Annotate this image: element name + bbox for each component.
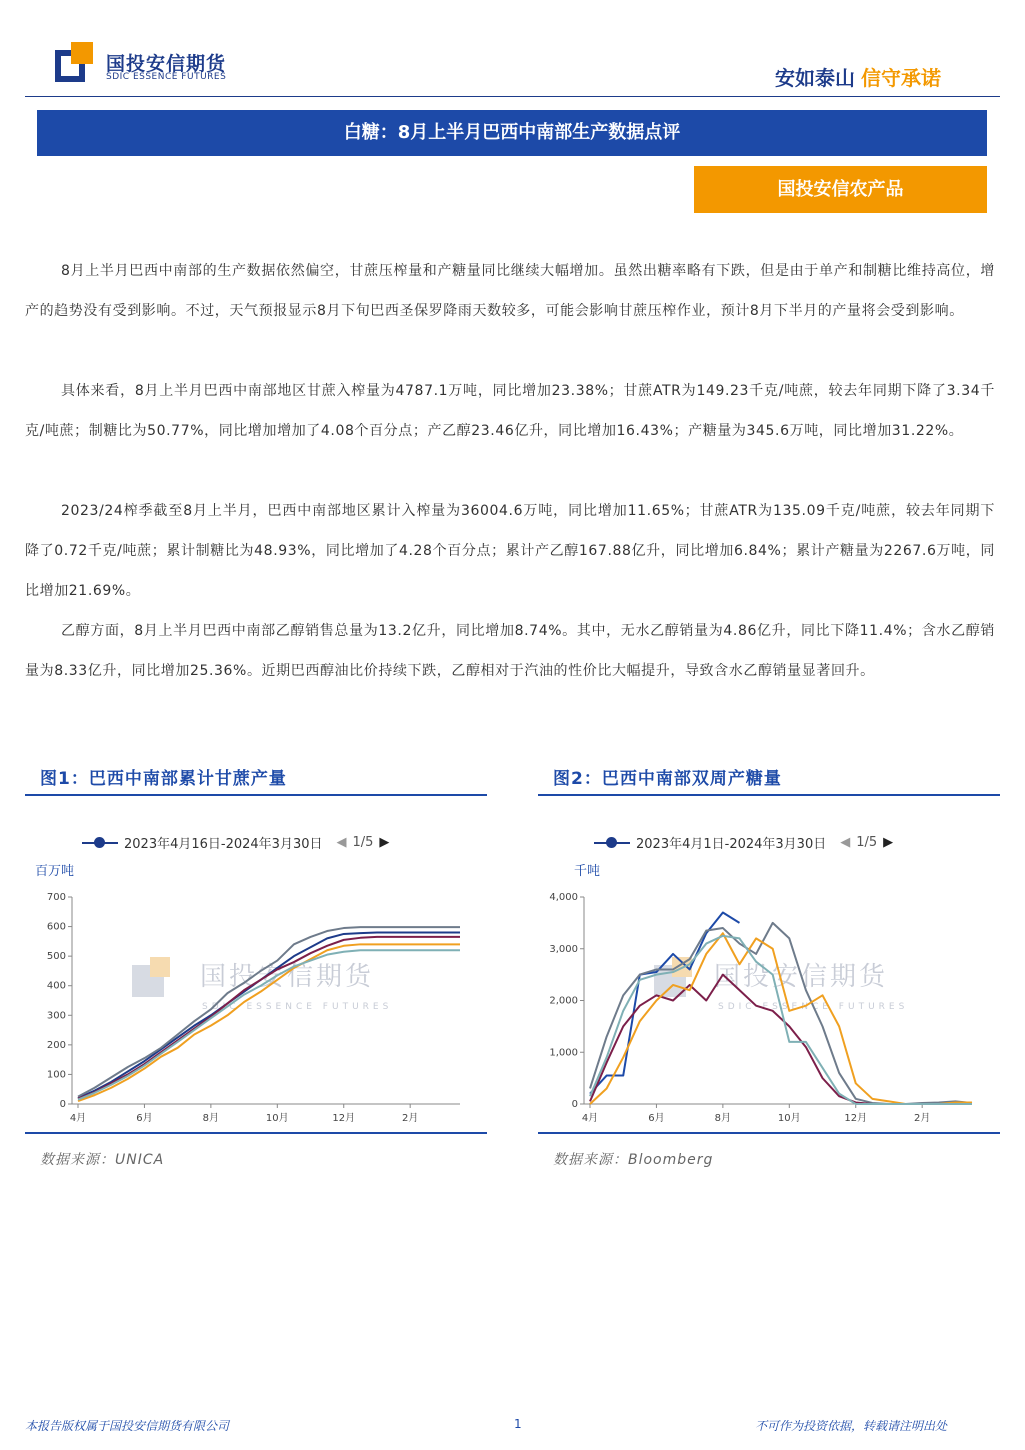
y-tick-label: 400: [46, 980, 66, 992]
figure-2-top-rule: [538, 794, 1000, 796]
legend-series-marker: [82, 842, 118, 844]
footer-page-number: 1: [514, 1417, 522, 1431]
x-tick-label: 4月: [69, 1113, 87, 1124]
figure-1-pager-text: 1/5: [352, 835, 374, 850]
y-tick-label: 0: [59, 1099, 66, 1110]
y-tick-label: 1,000: [549, 1047, 578, 1059]
x-tick-label: 12月: [844, 1113, 868, 1124]
y-tick-label: 300: [46, 1010, 66, 1022]
figure-2-title: 图2：巴西中南部双周产糖量: [553, 769, 782, 789]
category-tag: 国投安信农产品: [694, 166, 987, 213]
figure-2-watermark-cn: 国投安信期货: [714, 962, 889, 992]
y-tick-label: 700: [46, 892, 66, 903]
y-tick-label: 4,000: [549, 892, 578, 903]
y-tick-label: 500: [46, 951, 66, 963]
logo-text-cn: 国投安信期货: [106, 53, 227, 75]
figure-2-bottom-rule: [538, 1132, 1000, 1134]
x-tick-label: 8月: [202, 1113, 220, 1124]
figure-1-title: 图1：巴西中南部累计甘蔗产量: [40, 769, 287, 789]
x-tick-label: 6月: [136, 1113, 153, 1124]
figure-1-pager: [337, 835, 390, 850]
figure-1-legend: [82, 833, 389, 852]
figure-1-bottom-rule: [25, 1132, 487, 1134]
pager-prev-icon[interactable]: ◀: [840, 835, 851, 850]
slogan-part2: 信守承诺: [861, 66, 941, 90]
figure-2-pager: [840, 835, 893, 850]
x-tick-label: 2月: [913, 1113, 931, 1124]
figure-2-unit: 千吨: [574, 864, 601, 879]
figure-2-legend: [594, 833, 893, 852]
x-tick-label: 2月: [401, 1113, 419, 1124]
y-tick-label: 3,000: [549, 943, 578, 955]
figure-2-source: 数据来源：Bloomberg: [553, 1152, 714, 1168]
figure-1-chart: [30, 885, 470, 1130]
x-tick-label: 6月: [648, 1113, 665, 1124]
header-divider: [25, 96, 1000, 97]
x-tick-label: 4月: [581, 1113, 599, 1124]
x-tick-label: 10月: [777, 1113, 801, 1124]
logo-text-en: SDIC ESSENCE FUTURES: [106, 72, 227, 82]
footer-disclaimer: 不可作为投资依据，转载请注明出处: [755, 1419, 948, 1433]
figure-2-watermark-en: SDIC ESSENCE FUTURES: [718, 1002, 909, 1012]
legend-series-marker: [594, 842, 630, 844]
pager-next-icon[interactable]: ▶: [883, 835, 894, 850]
figure-1-watermark-cn: 国投安信期货: [200, 962, 375, 992]
chart2-series-line-3: [590, 975, 972, 1104]
figure-1-source: 数据来源：UNICA: [40, 1152, 165, 1168]
x-tick-label: 8月: [714, 1113, 732, 1124]
figure-2-pager-text: 1/5: [856, 835, 878, 850]
slogan: [775, 62, 941, 91]
paragraph-1: 8月上半月巴西中南部的生产数据依然偏空，甘蔗压榨量和产糖量同比继续大幅增加。虽然出糖率略有下跌，但是由于单产和制糖比维持高位，增产的趋势没有受到影响。不过，天气预报显示8月下旬巴西圣保罗降雨天数较多，可能会影响甘蔗压榨作业，预计8月下半月的产量将会受到影响。: [25, 263, 995, 319]
paragraph-4: 乙醇方面，8月上半月巴西中南部乙醇销售总量为13.2亿升，同比增加8.74%。其中，无水乙醇销量为4.86亿升，同比下降11.4%；含水乙醇销量为8.33亿升，同比增加25.36%。近期巴西醇油比价持续下跌，乙醇相对于汽油的性价比大幅提升，导致含水乙醇销量显著回升。: [25, 623, 995, 679]
report-title: 白糖：8月上半月巴西中南部生产数据点评: [37, 110, 987, 156]
x-tick-label: 10月: [265, 1113, 289, 1124]
y-tick-label: 600: [46, 921, 66, 933]
figure-2-legend-text: 2023年4月1日-2024年3月30日: [636, 837, 827, 852]
company-logo-icon: [55, 42, 95, 84]
figure-1-unit: 百万吨: [35, 864, 75, 879]
pager-prev-icon[interactable]: ◀: [336, 835, 347, 850]
figure-1-legend-text: 2023年4月16日-2024年3月30日: [124, 837, 323, 852]
y-tick-label: 0: [571, 1099, 578, 1110]
pager-next-icon[interactable]: ▶: [379, 835, 390, 850]
y-tick-label: 2,000: [549, 995, 578, 1007]
figure-1-top-rule: [25, 794, 487, 796]
y-tick-label: 100: [46, 1069, 66, 1081]
footer-copyright: 本报告版权属于国投安信期货有限公司: [25, 1419, 230, 1433]
x-tick-label: 12月: [332, 1113, 356, 1124]
paragraph-2: 具体来看，8月上半月巴西中南部地区甘蔗入榨量为4787.1万吨，同比增加23.38%；甘蔗ATR为149.23千克/吨蔗，较去年同期下降了3.34千克/吨蔗；制糖比为50.77%，同比增加增加了4.08个百分点；产乙醇23.46亿升，同比增加16.43%；产糖量为345.6万吨，同比增加31.22%。: [25, 383, 995, 439]
figure-2-chart: [542, 885, 982, 1130]
y-tick-label: 200: [46, 1039, 66, 1051]
slogan-part1: 安如泰山: [775, 66, 855, 90]
paragraph-3: 2023/24榨季截至8月上半月，巴西中南部地区累计入榨量为36004.6万吨，同比增加11.65%；甘蔗ATR为135.09千克/吨蔗，较去年同期下降了0.72千克/吨蔗；累计制糖比为48.93%，同比增加了4.28个百分点；累计产乙醇167.88亿升，同比增加6.84%；累计产糖量为2267.6万吨，同比增加21.69%。: [25, 503, 995, 599]
figure-1-watermark-en: SDIC ESSENCE FUTURES: [202, 1002, 393, 1012]
